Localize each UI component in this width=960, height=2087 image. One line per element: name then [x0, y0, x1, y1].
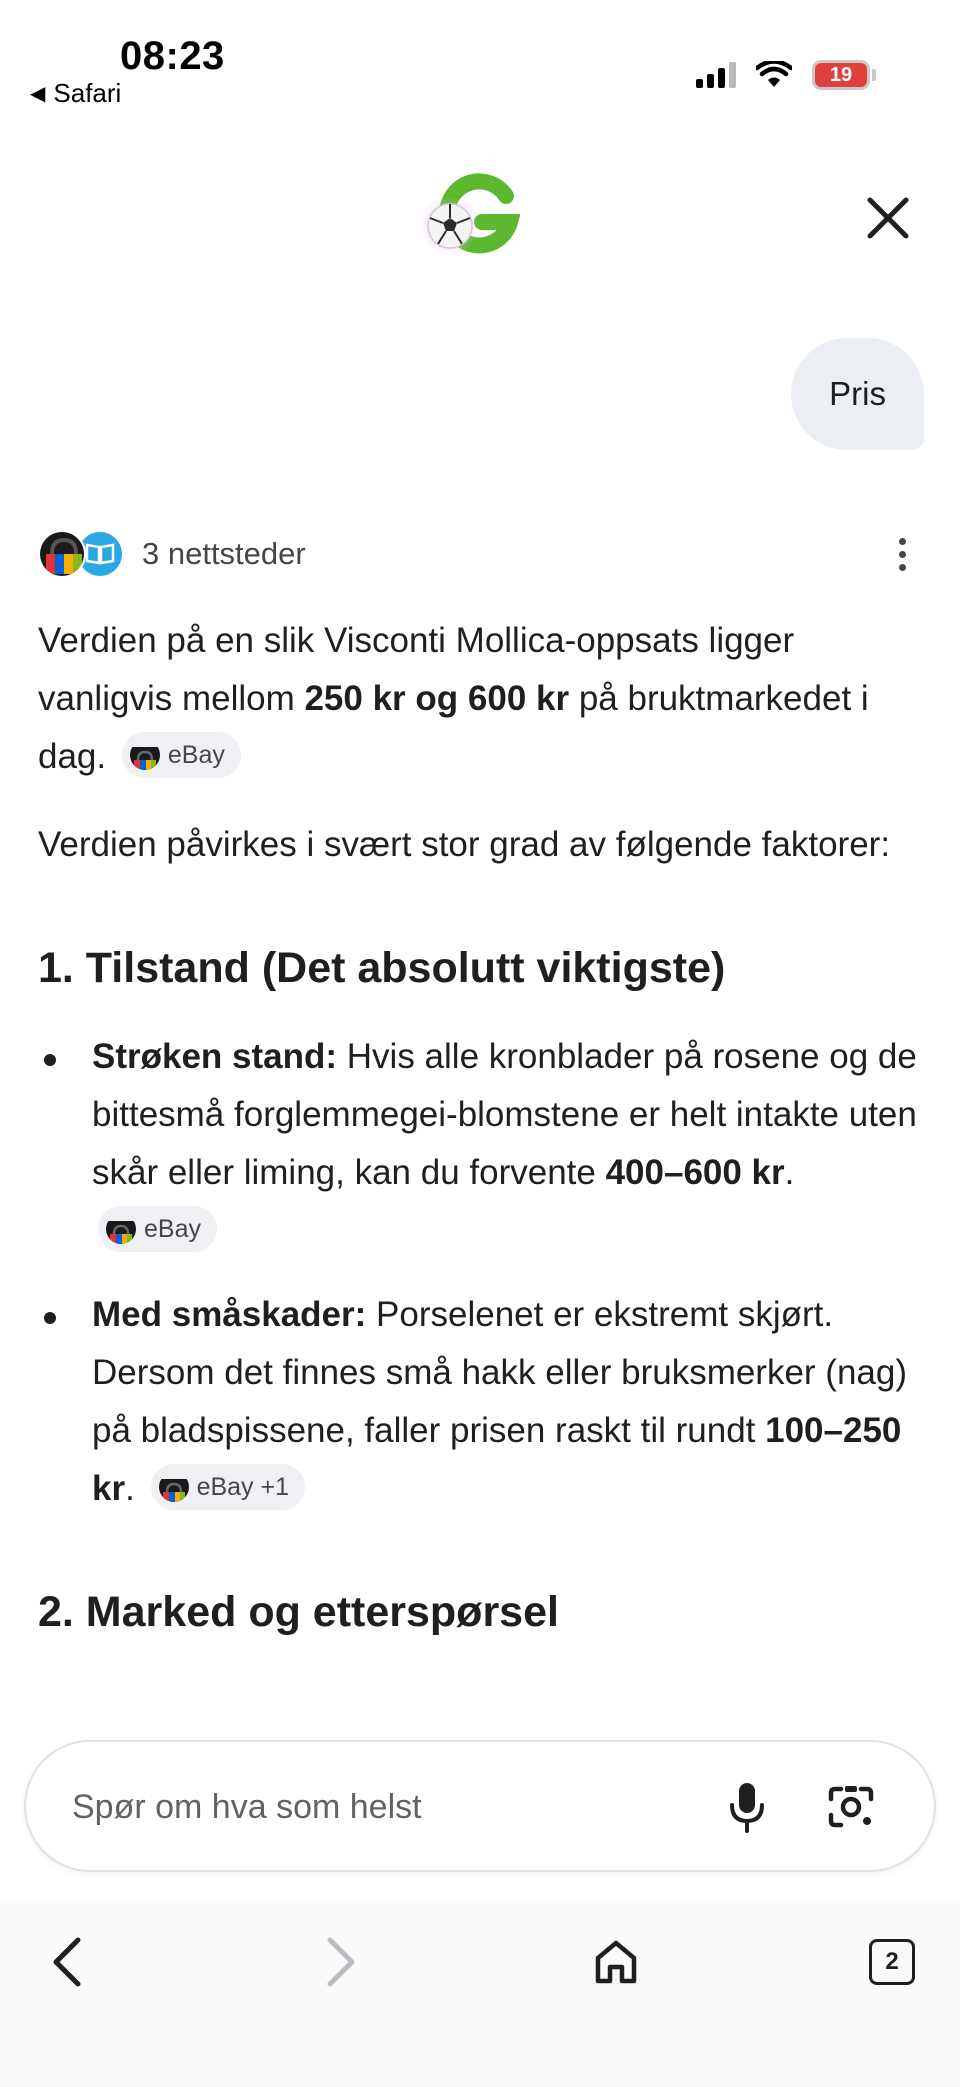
list-item: Strøken stand: Hvis alle kronblader på rosene og de bittesmå forglemmegei-blomstene er helt intakte uten skår eller liming, kan du forvente 400–600 kr. eBay: [38, 1028, 922, 1260]
price-range: 250 kr og 600 kr: [304, 679, 570, 718]
home-button[interactable]: [576, 1922, 656, 2002]
close-icon: [866, 196, 910, 240]
source-icons: [38, 528, 130, 580]
back-app-label: Safari: [53, 78, 122, 108]
condition-list: [38, 1028, 922, 1518]
ebay-chip-icon: [106, 1214, 136, 1244]
status-bar: [0, 0, 960, 120]
input-area: [0, 1700, 960, 1880]
back-to-safari-link[interactable]: [30, 78, 121, 109]
status-time: 08:23: [120, 34, 225, 78]
forward-button[interactable]: [300, 1922, 380, 2002]
close-button[interactable]: [860, 190, 916, 246]
ebay-chip-icon: [130, 740, 160, 770]
user-message-bubble: Pris: [791, 338, 924, 450]
browser-bottom-nav: [0, 1900, 960, 2087]
google-football-g-logo-icon: [420, 170, 520, 260]
ebay-source-icon: [38, 530, 86, 578]
sources-count-label: 3 nettsteder: [142, 536, 306, 571]
chevron-right-icon: [320, 1936, 360, 1988]
sources-row[interactable]: [38, 524, 922, 584]
google-lens-icon: [825, 1783, 877, 1831]
answer-paragraph-1: Verdien på en slik Visconti Mollica-oppsats ligger vanligvis mellom 250 kr og 600 kr på bruktmarkedet i dag. eBay: [38, 621, 869, 776]
list-item: Med småskader: Porselenet er ekstremt skjørt. Dersom det finnes små hakk eller bruksmerker (nag) på bladspissene, faller prisen raskt til rundt 100–250 kr. eBay +1: [38, 1286, 922, 1518]
cellular-signal-icon: [696, 62, 736, 88]
ebay-chip-icon: [159, 1472, 189, 1502]
ask-input-bar: [24, 1740, 936, 1872]
home-icon: [592, 1938, 640, 1986]
source-chip-ebay-plus[interactable]: eBay +1: [151, 1464, 305, 1510]
wifi-icon: [756, 61, 792, 89]
status-icons: [696, 60, 876, 90]
answer-content: [38, 612, 922, 1642]
battery-level: 19: [829, 63, 853, 86]
more-options-button[interactable]: [882, 528, 922, 580]
voice-search-button[interactable]: [712, 1772, 782, 1842]
ask-anything-input[interactable]: [72, 1772, 672, 1842]
answer-paragraph-2: Verdien påvirkes i svært stor grad av følgende faktorer:: [38, 825, 891, 864]
lens-camera-button[interactable]: [816, 1772, 886, 1842]
source-chip-ebay[interactable]: eBay: [98, 1206, 217, 1252]
section-heading-1: 1. Tilstand (Det absolutt viktigste): [38, 944, 726, 992]
chevron-left-icon: [48, 1936, 88, 1988]
back-button[interactable]: [28, 1922, 108, 2002]
tabs-button[interactable]: [852, 1922, 932, 2002]
source-chip-ebay[interactable]: eBay: [122, 732, 241, 778]
tabs-count: 2: [869, 1939, 915, 1985]
back-triangle-icon: ◀: [30, 83, 46, 105]
assistant-header: [0, 150, 960, 280]
battery-icon: [812, 60, 876, 90]
section-heading-2: 2. Marked og etterspørsel: [38, 1588, 559, 1636]
microphone-icon: [727, 1781, 767, 1833]
